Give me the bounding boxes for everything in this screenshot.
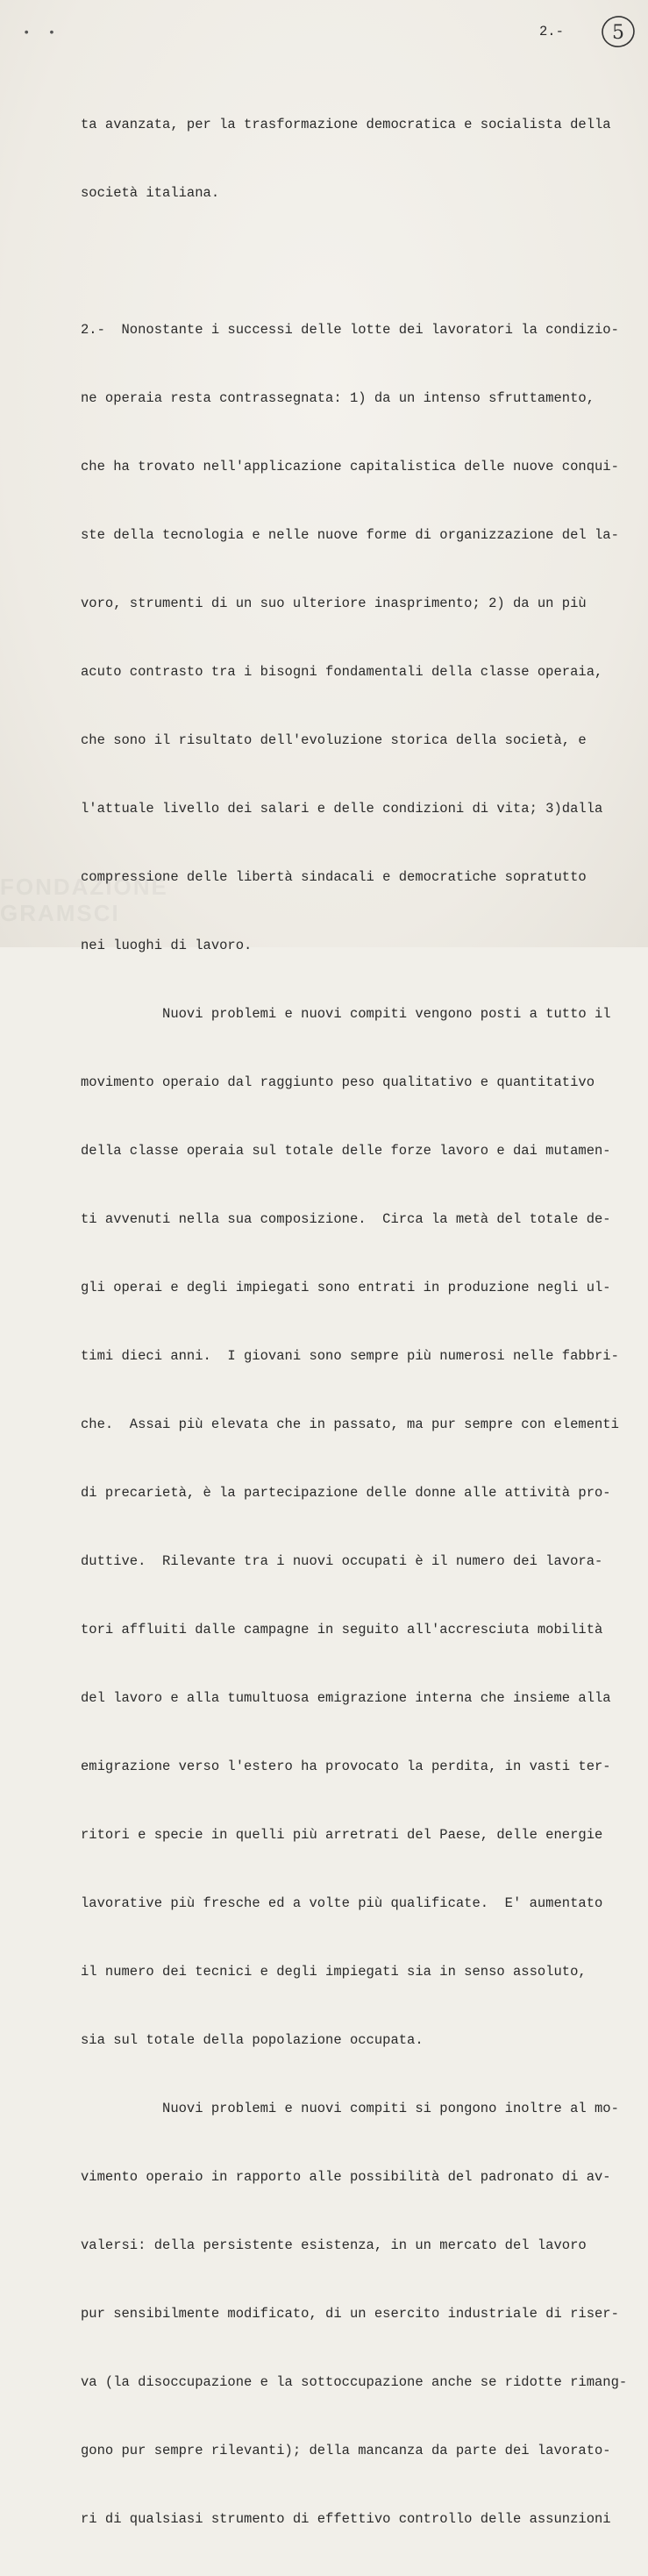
text-line: ta avanzata, per la trasformazione democratica e socialista della: [81, 117, 611, 132]
watermark-line: GRAMSCI: [0, 900, 120, 926]
text-line: movimento operaio dal raggiunto peso qualitativo e quantitativo: [81, 1074, 595, 1090]
text-line: ritori e specie in quelli più arretrati del Paese, delle energie: [81, 1827, 603, 1843]
text-line: vimento operaio in rapporto alle possibilità del padronato di av-: [81, 2169, 611, 2185]
text-line: sia sul totale della popolazione occupata.: [81, 2032, 424, 2048]
text-line: va (la disoccupazione e la sottoccupazione anche se ridotte rimang-: [81, 2374, 628, 2390]
text-line: ste della tecnologia e nelle nuove forme di organizzazione del la-: [81, 527, 619, 543]
text-line: del lavoro e alla tumultuosa emigrazione interna che insieme alla: [81, 1690, 611, 1706]
text-line: voro, strumenti di un suo ulteriore inasprimento; 2) da un più: [81, 596, 587, 611]
text-line: Nuovi problemi e nuovi compiti vengono posti a tutto il: [81, 1006, 611, 1022]
text-line: di precarietà, è la partecipazione delle donne alle attività pro-: [81, 1485, 611, 1501]
text-line: tori affluiti dalle campagne in seguito all'accresciuta mobilità: [81, 1622, 603, 1638]
text-line: 2.- Nonostante i successi delle lotte dei lavoratori la condizio-: [81, 322, 619, 338]
page-number: 2.-: [539, 24, 564, 39]
text-line: ti avvenuti nella sua composizione. Circa la metà del totale de-: [81, 1211, 611, 1227]
text-line: ri di qualsiasi strumento di effettivo controllo delle assunzioni: [81, 2511, 611, 2527]
corner-dots: • •: [23, 26, 61, 40]
text-line: che ha trovato nell'applicazione capitalistica delle nuove conqui-: [81, 459, 619, 475]
text-line: gli operai e degli impiegati sono entrati in produzione negli ul-: [81, 1280, 611, 1295]
text-line: ne operaia resta contrassegnata: 1) da un intenso sfruttamento,: [81, 390, 595, 406]
text-line: che sono il risultato dell'evoluzione storica della società, e: [81, 732, 587, 748]
stamp-number: 5: [612, 22, 624, 44]
text-line: società italiana.: [81, 185, 220, 201]
text-line: l'attuale livello dei salari e delle condizioni di vita; 3)dalla: [81, 801, 603, 817]
text-line: lavorative più fresche ed a volte più qualificate. E' aumentato: [81, 1895, 603, 1911]
text-line: nei luoghi di lavoro.: [81, 938, 253, 953]
document-body: [81, 68, 628, 2576]
archive-stamp: [599, 12, 637, 51]
watermark-line: FONDAZIONE: [0, 874, 168, 900]
text-line: il numero dei tecnici e degli impiegati sia in senso assoluto,: [81, 1964, 587, 1980]
watermark: [0, 874, 175, 947]
text-line: Nuovi problemi e nuovi compiti si pongono inoltre al mo-: [81, 2101, 619, 2116]
text-line: valersi: della persistente esistenza, in un mercato del lavoro: [81, 2237, 587, 2253]
text-line: che. Assai più elevata che in passato, ma pur sempre con elementi: [81, 1416, 619, 1432]
text-line: della classe operaia sul totale delle forze lavoro e dai mutamen-: [81, 1143, 611, 1159]
text-line: gono pur sempre rilevanti); della mancanza da parte dei lavorato-: [81, 2443, 611, 2458]
text-line: timi dieci anni. I giovani sono sempre più numerosi nelle fabbri-: [81, 1348, 619, 1364]
text-line: emigrazione verso l'estero ha provocato la perdita, in vasti ter-: [81, 1759, 611, 1774]
text-line: duttive. Rilevante tra i nuovi occupati è il numero dei lavora-: [81, 1553, 603, 1569]
text-line: acuto contrasto tra i bisogni fondamentali della classe operaia,: [81, 664, 603, 680]
text-line: compressione delle libertà sindacali e democratiche sopratutto: [81, 869, 587, 885]
text-line: pur sensibilmente modificato, di un esercito industriale di riser-: [81, 2306, 619, 2322]
